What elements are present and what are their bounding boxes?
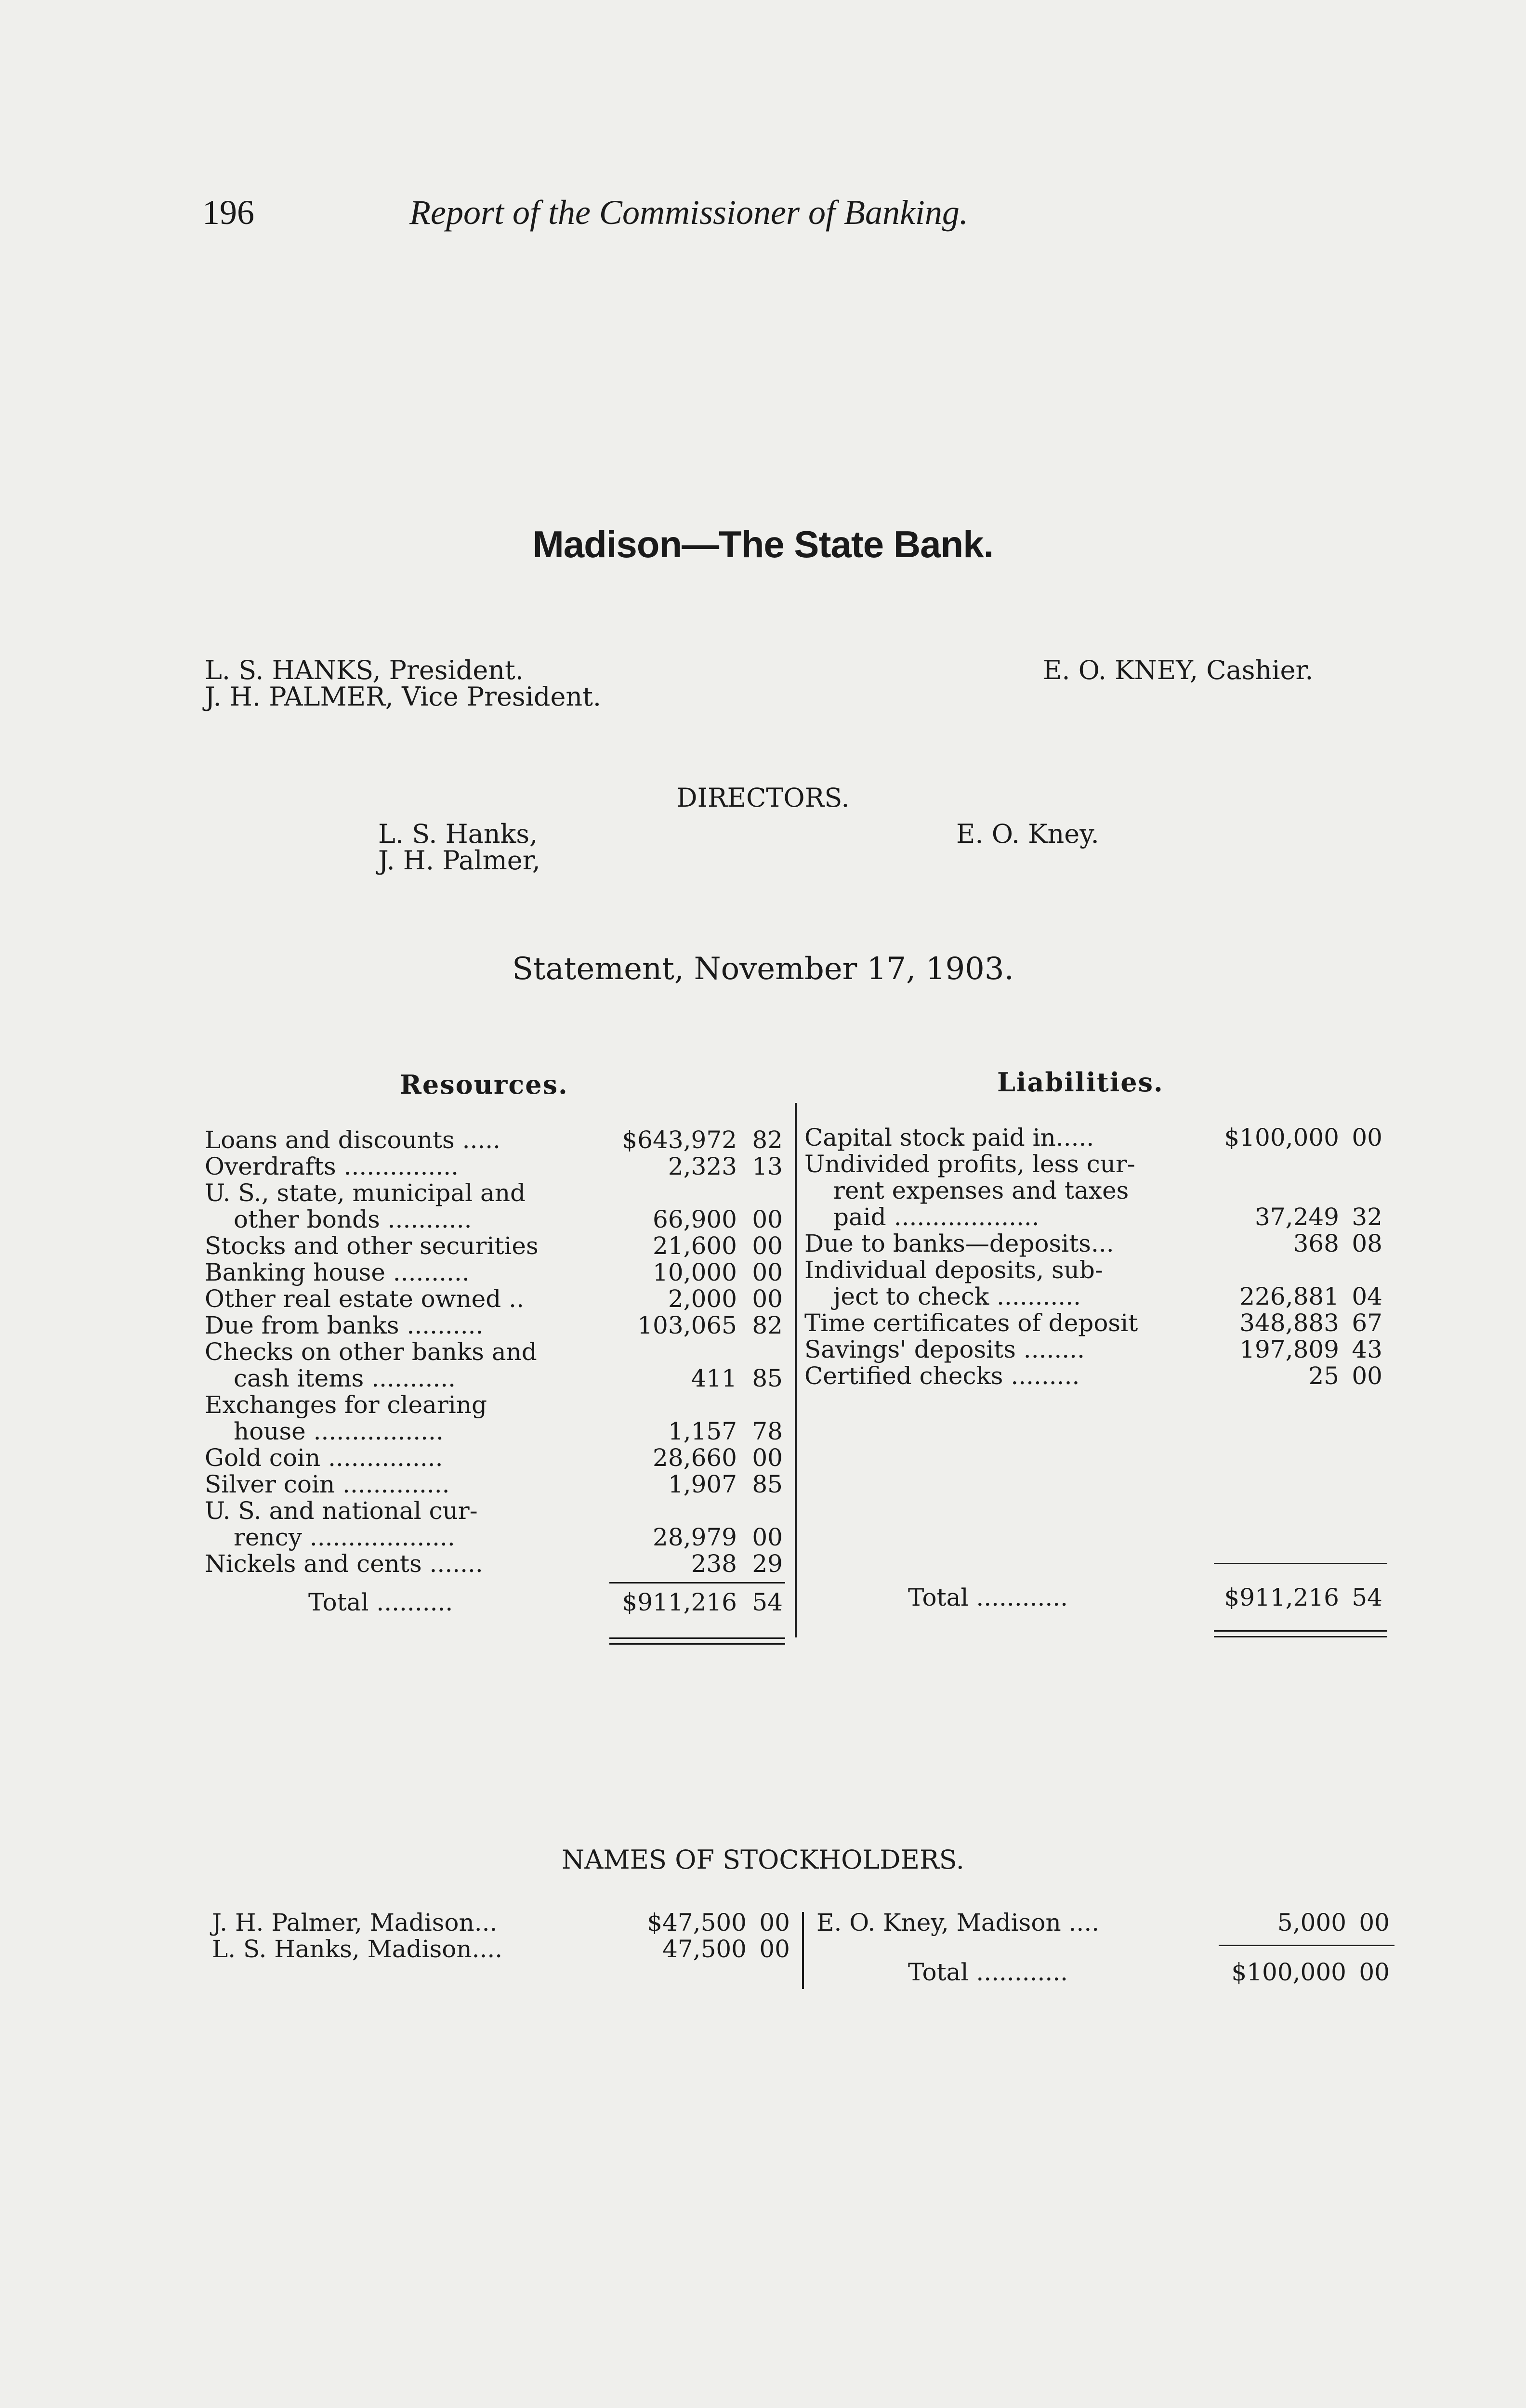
row-cents: 00 [752, 1444, 783, 1472]
liabilities-total-dollars: $911,216 [1224, 1584, 1339, 1611]
officer-cashier: E. O. KNEY, Cashier. [1043, 655, 1314, 685]
table-row [205, 1498, 788, 1524]
director-name: E. O. Kney. [956, 819, 1099, 849]
stockholders-total-label: Total ............ [908, 1958, 1068, 1986]
row-label: Individual deposits, sub- [804, 1256, 1103, 1284]
row-dollars: 2,323 [668, 1152, 737, 1180]
row-label: paid ................... [833, 1203, 1039, 1231]
row-label: ject to check ........... [833, 1283, 1081, 1310]
table-row [804, 1230, 1382, 1257]
row-label: Exchanges for clearing [205, 1391, 487, 1419]
table-row [804, 1151, 1382, 1178]
table-row [205, 1418, 788, 1445]
liabilities-total [804, 1584, 1382, 1611]
row-cents: 13 [752, 1152, 783, 1180]
stockholder-dollars: $47,500 [647, 1909, 747, 1937]
row-dollars: 25 [1308, 1362, 1339, 1390]
resources-total-dollars: $911,216 [622, 1588, 737, 1616]
row-label: house ................. [234, 1417, 444, 1445]
resources-double-rule-1 [609, 1637, 785, 1639]
resources-total-cents: 54 [752, 1588, 783, 1616]
row-cents: 00 [1352, 1124, 1382, 1152]
stockholder-name: L. S. Hanks, Madison.... [212, 1935, 503, 1963]
row-label: rency ................... [234, 1523, 455, 1551]
resources-double-rule-2 [609, 1643, 785, 1645]
row-label: Nickels and cents ....... [205, 1550, 483, 1578]
table-row [205, 1312, 788, 1339]
row-cents: 04 [1352, 1283, 1382, 1310]
row-cents: 43 [1352, 1335, 1382, 1363]
page-number: 196 [202, 193, 254, 232]
table-row [205, 1153, 788, 1180]
row-label: cash items ........... [234, 1364, 456, 1392]
resources-total [205, 1589, 788, 1616]
liabilities-double-rule-1 [1214, 1630, 1387, 1632]
statement-title: Statement, November 17, 1903. [512, 951, 1014, 987]
row-cents: 00 [1352, 1362, 1382, 1390]
table-row [205, 1339, 788, 1365]
stockholder-dollars: 47,500 [662, 1935, 747, 1963]
liabilities-total-label: Total ............ [908, 1584, 1068, 1611]
table-row [804, 1336, 1382, 1363]
row-label: Capital stock paid in..... [804, 1124, 1094, 1152]
liabilities-double-rule-2 [1214, 1636, 1387, 1637]
row-dollars: 66,900 [653, 1205, 737, 1233]
row-cents: 78 [752, 1417, 783, 1445]
table-row [205, 1206, 788, 1233]
row-dollars: $100,000 [1224, 1124, 1339, 1152]
row-label: Loans and discounts ..... [205, 1126, 501, 1154]
table-row [205, 1471, 788, 1498]
row-dollars: 10,000 [653, 1258, 737, 1286]
liabilities-total-cents: 54 [1352, 1584, 1382, 1611]
liabilities-heading: Liabilities. [997, 1067, 1164, 1098]
row-label: U. S. and national cur- [205, 1497, 478, 1525]
row-label: Time certificates of deposit [804, 1309, 1138, 1337]
row-label: Other real estate owned .. [205, 1285, 524, 1313]
row-dollars: 411 [691, 1364, 737, 1392]
officer-vice-president: J. H. PALMER, Vice President. [205, 681, 602, 712]
row-cents: 29 [752, 1550, 783, 1578]
row-dollars: $643,972 [622, 1126, 737, 1154]
row-label: other bonds ........... [234, 1205, 472, 1233]
row-label: Gold coin ............... [205, 1444, 443, 1472]
stockholders-total-dollars: $100,000 [1231, 1958, 1346, 1986]
liabilities-total-rule [1214, 1563, 1387, 1564]
stockholders-right [816, 1910, 1394, 1936]
director-name: J. H. Palmer, [378, 845, 540, 876]
row-dollars: 28,979 [653, 1523, 737, 1551]
stockholders-total-rule [1219, 1945, 1394, 1946]
table-row [205, 1551, 788, 1577]
stockholder-cents: 00 [759, 1935, 790, 1963]
officer-president: L. S. HANKS, President. [205, 655, 524, 685]
row-label: Certified checks ......... [804, 1362, 1080, 1390]
resources-total-label: Total .......... [308, 1588, 453, 1616]
directors-heading: DIRECTORS. [676, 783, 850, 813]
director-name: L. S. Hanks, [378, 819, 538, 849]
row-dollars: 21,600 [653, 1232, 737, 1260]
row-label: Overdrafts ............... [205, 1152, 459, 1180]
table-row [205, 1127, 788, 1153]
table-row [804, 1363, 1382, 1389]
row-cents: 85 [752, 1470, 783, 1498]
row-cents: 00 [752, 1232, 783, 1260]
row-cents: 82 [752, 1126, 783, 1154]
row-label: Stocks and other securities [205, 1232, 539, 1260]
table-row [205, 1180, 788, 1206]
row-cents: 00 [752, 1285, 783, 1313]
row-cents: 82 [752, 1311, 783, 1339]
table-row [205, 1365, 788, 1392]
row-label: Due to banks—deposits... [804, 1230, 1114, 1257]
resources-heading: Resources. [400, 1069, 568, 1100]
row-cents: 32 [1352, 1203, 1382, 1231]
row-cents: 00 [752, 1205, 783, 1233]
row-label: Checks on other banks and [205, 1338, 537, 1366]
stockholders-left [212, 1910, 795, 1963]
liabilities-table [804, 1125, 1382, 1389]
table-row [804, 1283, 1382, 1310]
row-dollars: 197,809 [1239, 1335, 1339, 1363]
row-label: Savings' deposits ........ [804, 1335, 1085, 1363]
row-label: U. S., state, municipal and [205, 1179, 526, 1207]
table-row [205, 1259, 788, 1286]
column-divider [795, 1103, 797, 1637]
stockholders-heading: NAMES OF STOCKHOLDERS. [562, 1845, 964, 1875]
row-dollars: 2,000 [668, 1285, 737, 1313]
table-row [804, 1125, 1382, 1151]
row-cents: 08 [1352, 1230, 1382, 1257]
row-dollars: 368 [1293, 1230, 1339, 1257]
row-label: rent expenses and taxes [833, 1177, 1129, 1204]
row-dollars: 348,883 [1239, 1309, 1339, 1337]
bank-title: Madison—The State Bank. [532, 523, 994, 565]
row-cents: 67 [1352, 1309, 1382, 1337]
row-label: Undivided profits, less cur- [804, 1150, 1135, 1178]
row-dollars: 226,881 [1239, 1283, 1339, 1310]
row-label: Banking house .......... [205, 1258, 470, 1286]
row-dollars: 28,660 [653, 1444, 737, 1472]
table-row [804, 1310, 1382, 1336]
table-row [804, 1178, 1382, 1204]
table-row [205, 1445, 788, 1471]
row-dollars: 1,907 [668, 1470, 737, 1498]
row-dollars: 238 [691, 1550, 737, 1578]
stockholders-divider [802, 1912, 804, 1989]
stockholders-total [816, 1959, 1394, 1986]
table-row [205, 1392, 788, 1418]
table-row [205, 1286, 788, 1312]
row-cents: 00 [752, 1523, 783, 1551]
stockholder-cents: 00 [1359, 1909, 1390, 1937]
running-header [202, 193, 968, 233]
table-row [804, 1204, 1382, 1230]
table-row [804, 1257, 1382, 1283]
stockholders-total-cents: 00 [1359, 1958, 1390, 1986]
row-dollars: 1,157 [668, 1417, 737, 1445]
row-cents: 85 [752, 1364, 783, 1392]
row-dollars: 37,249 [1255, 1203, 1339, 1231]
table-row [205, 1524, 788, 1551]
row-cents: 00 [752, 1258, 783, 1286]
resources-total-rule [609, 1582, 785, 1584]
row-dollars: 103,065 [637, 1311, 737, 1339]
row-label: Due from banks .......... [205, 1311, 484, 1339]
resources-table [205, 1127, 788, 1577]
table-row [205, 1233, 788, 1259]
stockholder-cents: 00 [759, 1909, 790, 1937]
stockholder-name: J. H. Palmer, Madison... [212, 1909, 498, 1937]
running-title: Report of the Commissioner of Banking. [409, 193, 968, 232]
row-label: Silver coin .............. [205, 1470, 450, 1498]
stockholder-dollars: 5,000 [1277, 1909, 1346, 1937]
stockholder-name: E. O. Kney, Madison .... [816, 1909, 1100, 1937]
